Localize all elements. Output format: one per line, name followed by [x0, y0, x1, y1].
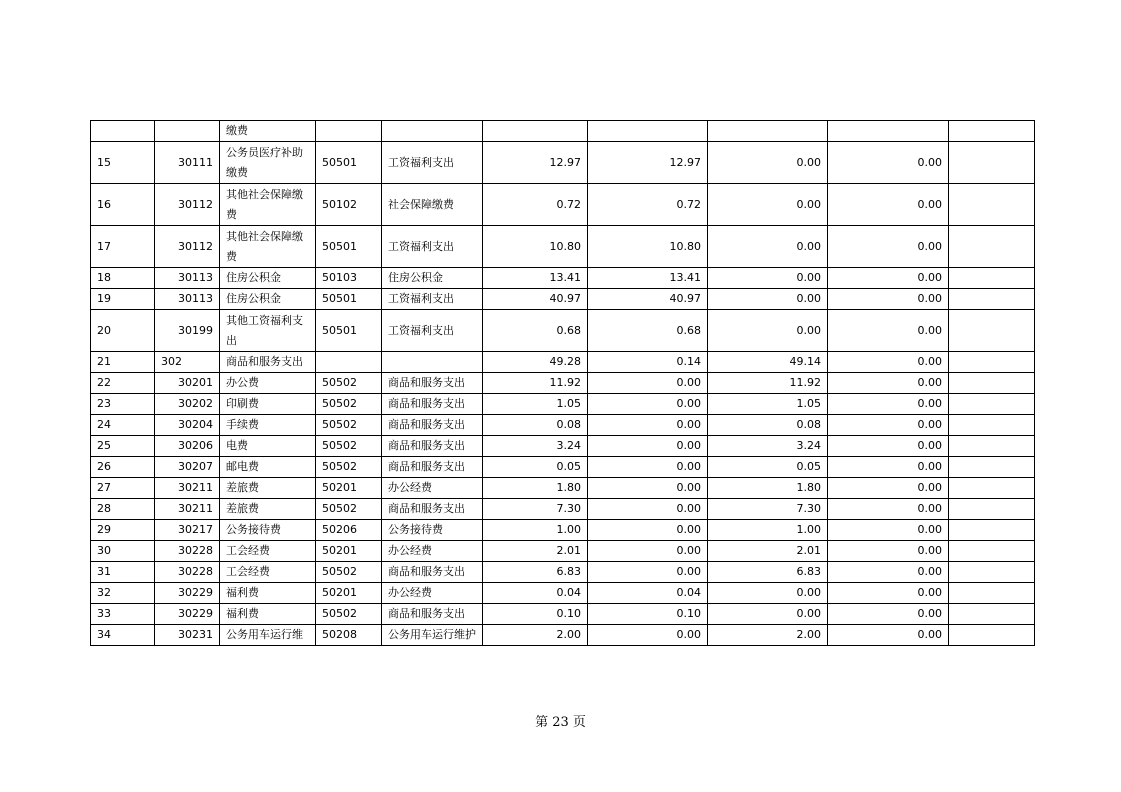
- gov-name-cell: 社会保障缴费: [382, 184, 483, 226]
- basic-expenditure-cell: 12.97: [588, 142, 708, 184]
- total-amount-cell: [483, 121, 588, 142]
- economic-name-cell: 手续费: [220, 415, 316, 436]
- other-amount-cell: 0.00: [828, 289, 949, 310]
- economic-code-cell: 30211: [155, 499, 220, 520]
- gov-name-cell: 商品和服务支出: [382, 457, 483, 478]
- basic-expenditure-cell: 10.80: [588, 226, 708, 268]
- gov-code-cell: 50103: [316, 268, 382, 289]
- economic-code-cell: 30229: [155, 604, 220, 625]
- blank-cell: [949, 226, 1035, 268]
- basic-expenditure-cell: 0.00: [588, 478, 708, 499]
- table-row: [91, 625, 1035, 646]
- basic-expenditure-cell: 0.00: [588, 436, 708, 457]
- blank-cell: [949, 373, 1035, 394]
- table-row: [91, 562, 1035, 583]
- economic-code-cell: 30228: [155, 562, 220, 583]
- blank-cell: [949, 352, 1035, 373]
- blank-cell: [949, 268, 1035, 289]
- gov-code-cell: [316, 352, 382, 373]
- project-expenditure-cell: 0.00: [708, 604, 828, 625]
- total-amount-cell: 1.00: [483, 520, 588, 541]
- project-expenditure-cell: 1.80: [708, 478, 828, 499]
- total-amount-cell: 1.05: [483, 394, 588, 415]
- total-amount-cell: 0.08: [483, 415, 588, 436]
- economic-name-cell: 其他工资福利支出: [220, 310, 316, 352]
- gov-code-cell: 50208: [316, 625, 382, 646]
- economic-code-cell: 30207: [155, 457, 220, 478]
- economic-code-cell: 30204: [155, 415, 220, 436]
- project-expenditure-cell: 0.00: [708, 142, 828, 184]
- project-expenditure-cell: 7.30: [708, 499, 828, 520]
- total-amount-cell: 6.83: [483, 562, 588, 583]
- economic-name-cell: 其他社会保障缴费: [220, 184, 316, 226]
- economic-code-cell: 30201: [155, 373, 220, 394]
- project-expenditure-cell: 1.05: [708, 394, 828, 415]
- gov-code-cell: 50201: [316, 478, 382, 499]
- other-amount-cell: 0.00: [828, 541, 949, 562]
- basic-expenditure-cell: 0.00: [588, 520, 708, 541]
- other-amount-cell: 0.00: [828, 604, 949, 625]
- basic-expenditure-cell: 0.72: [588, 184, 708, 226]
- gov-code-cell: 50501: [316, 289, 382, 310]
- row-number-cell: 19: [91, 289, 155, 310]
- economic-name-cell: 住房公积金: [220, 289, 316, 310]
- table-row: [91, 520, 1035, 541]
- economic-code-cell: 30229: [155, 583, 220, 604]
- gov-code-cell: 50201: [316, 583, 382, 604]
- total-amount-cell: 2.01: [483, 541, 588, 562]
- blank-cell: [949, 457, 1035, 478]
- blank-cell: [949, 541, 1035, 562]
- other-amount-cell: 0.00: [828, 499, 949, 520]
- project-expenditure-cell: 0.00: [708, 583, 828, 604]
- economic-code-cell: 30202: [155, 394, 220, 415]
- row-number-cell: 21: [91, 352, 155, 373]
- project-expenditure-cell: 2.01: [708, 541, 828, 562]
- economic-name-cell: 工会经费: [220, 541, 316, 562]
- economic-name-cell: 差旅费: [220, 499, 316, 520]
- basic-expenditure-cell: 0.00: [588, 541, 708, 562]
- row-number-cell: 26: [91, 457, 155, 478]
- blank-cell: [949, 562, 1035, 583]
- gov-code-cell: 50501: [316, 226, 382, 268]
- other-amount-cell: 0.00: [828, 373, 949, 394]
- project-expenditure-cell: 1.00: [708, 520, 828, 541]
- row-number-cell: 25: [91, 436, 155, 457]
- gov-name-cell: 住房公积金: [382, 268, 483, 289]
- economic-code-cell: 30112: [155, 226, 220, 268]
- table-row: [91, 184, 1035, 226]
- project-expenditure-cell: 0.00: [708, 184, 828, 226]
- project-expenditure-cell: 0.05: [708, 457, 828, 478]
- project-expenditure-cell: [708, 121, 828, 142]
- table-row: [91, 289, 1035, 310]
- economic-code-cell: 30113: [155, 268, 220, 289]
- gov-name-cell: 工资福利支出: [382, 310, 483, 352]
- basic-expenditure-cell: 0.00: [588, 394, 708, 415]
- row-number-cell: 24: [91, 415, 155, 436]
- table-row: [91, 373, 1035, 394]
- other-amount-cell: 0.00: [828, 583, 949, 604]
- gov-code-cell: 50502: [316, 436, 382, 457]
- economic-name-cell: 公务员医疗补助缴费: [220, 142, 316, 184]
- table-row: [91, 499, 1035, 520]
- project-expenditure-cell: 6.83: [708, 562, 828, 583]
- blank-cell: [949, 436, 1035, 457]
- table-row: [91, 436, 1035, 457]
- other-amount-cell: 0.00: [828, 457, 949, 478]
- blank-cell: [949, 520, 1035, 541]
- project-expenditure-cell: 0.00: [708, 268, 828, 289]
- total-amount-cell: 0.10: [483, 604, 588, 625]
- blank-cell: [949, 604, 1035, 625]
- basic-expenditure-cell: 0.00: [588, 457, 708, 478]
- other-amount-cell: 0.00: [828, 520, 949, 541]
- other-amount-cell: 0.00: [828, 268, 949, 289]
- project-expenditure-cell: 3.24: [708, 436, 828, 457]
- gov-name-cell: 办公经费: [382, 583, 483, 604]
- other-amount-cell: [828, 121, 949, 142]
- table-row: [91, 478, 1035, 499]
- gov-name-cell: [382, 121, 483, 142]
- gov-code-cell: 50501: [316, 310, 382, 352]
- economic-code-cell: 302: [155, 352, 220, 373]
- gov-name-cell: 办公经费: [382, 478, 483, 499]
- table-row: [91, 541, 1035, 562]
- economic-name-cell: 福利费: [220, 604, 316, 625]
- economic-code-cell: 30199: [155, 310, 220, 352]
- economic-name-cell: 印刷费: [220, 394, 316, 415]
- basic-expenditure-cell: 40.97: [588, 289, 708, 310]
- row-number-cell: 29: [91, 520, 155, 541]
- project-expenditure-cell: 0.08: [708, 415, 828, 436]
- gov-name-cell: 商品和服务支出: [382, 562, 483, 583]
- total-amount-cell: 49.28: [483, 352, 588, 373]
- gov-name-cell: 商品和服务支出: [382, 373, 483, 394]
- total-amount-cell: 0.72: [483, 184, 588, 226]
- row-number-cell: 18: [91, 268, 155, 289]
- blank-cell: [949, 289, 1035, 310]
- row-number-cell: 30: [91, 541, 155, 562]
- gov-name-cell: 工资福利支出: [382, 289, 483, 310]
- economic-name-cell: 差旅费: [220, 478, 316, 499]
- other-amount-cell: 0.00: [828, 436, 949, 457]
- table-row: [91, 583, 1035, 604]
- economic-name-cell: 公务用车运行维: [220, 625, 316, 646]
- blank-cell: [949, 499, 1035, 520]
- total-amount-cell: 11.92: [483, 373, 588, 394]
- table-row: [91, 352, 1035, 373]
- total-amount-cell: 0.05: [483, 457, 588, 478]
- other-amount-cell: 0.00: [828, 625, 949, 646]
- row-number-cell: [91, 121, 155, 142]
- economic-name-cell: 邮电费: [220, 457, 316, 478]
- gov-name-cell: 商品和服务支出: [382, 436, 483, 457]
- economic-name-cell: 办公费: [220, 373, 316, 394]
- gov-code-cell: 50206: [316, 520, 382, 541]
- row-number-cell: 34: [91, 625, 155, 646]
- other-amount-cell: 0.00: [828, 478, 949, 499]
- basic-expenditure-cell: 0.10: [588, 604, 708, 625]
- row-number-cell: 32: [91, 583, 155, 604]
- economic-name-cell: 住房公积金: [220, 268, 316, 289]
- basic-expenditure-cell: 0.00: [588, 373, 708, 394]
- basic-expenditure-cell: 0.00: [588, 499, 708, 520]
- other-amount-cell: 0.00: [828, 142, 949, 184]
- gov-name-cell: 商品和服务支出: [382, 604, 483, 625]
- gov-name-cell: 工资福利支出: [382, 142, 483, 184]
- basic-expenditure-cell: 0.00: [588, 415, 708, 436]
- table-row: [91, 226, 1035, 268]
- other-amount-cell: 0.00: [828, 415, 949, 436]
- economic-code-cell: [155, 121, 220, 142]
- table-row: [91, 268, 1035, 289]
- economic-name-cell: 商品和服务支出: [220, 352, 316, 373]
- other-amount-cell: 0.00: [828, 352, 949, 373]
- gov-name-cell: 办公经费: [382, 541, 483, 562]
- total-amount-cell: 3.24: [483, 436, 588, 457]
- row-number-cell: 15: [91, 142, 155, 184]
- other-amount-cell: 0.00: [828, 226, 949, 268]
- table-row: [91, 457, 1035, 478]
- gov-name-cell: [382, 352, 483, 373]
- gov-name-cell: 公务用车运行维护: [382, 625, 483, 646]
- table-row: [91, 121, 1035, 142]
- other-amount-cell: 0.00: [828, 562, 949, 583]
- economic-name-cell: 缴费: [220, 121, 316, 142]
- gov-code-cell: 50501: [316, 142, 382, 184]
- economic-code-cell: 30228: [155, 541, 220, 562]
- blank-cell: [949, 583, 1035, 604]
- gov-name-cell: 商品和服务支出: [382, 499, 483, 520]
- basic-expenditure-cell: 0.68: [588, 310, 708, 352]
- gov-name-cell: 公务接待费: [382, 520, 483, 541]
- other-amount-cell: 0.00: [828, 184, 949, 226]
- row-number-cell: 20: [91, 310, 155, 352]
- gov-code-cell: [316, 121, 382, 142]
- economic-code-cell: 30211: [155, 478, 220, 499]
- blank-cell: [949, 310, 1035, 352]
- project-expenditure-cell: 0.00: [708, 310, 828, 352]
- project-expenditure-cell: 0.00: [708, 226, 828, 268]
- total-amount-cell: 2.00: [483, 625, 588, 646]
- gov-code-cell: 50502: [316, 373, 382, 394]
- basic-expenditure-cell: 13.41: [588, 268, 708, 289]
- blank-cell: [949, 184, 1035, 226]
- project-expenditure-cell: 2.00: [708, 625, 828, 646]
- basic-expenditure-cell: 0.14: [588, 352, 708, 373]
- basic-expenditure-cell: 0.04: [588, 583, 708, 604]
- total-amount-cell: 12.97: [483, 142, 588, 184]
- page-number: 第 23 页: [535, 715, 586, 730]
- blank-cell: [949, 394, 1035, 415]
- gov-code-cell: 50502: [316, 394, 382, 415]
- economic-name-cell: 福利费: [220, 583, 316, 604]
- blank-cell: [949, 415, 1035, 436]
- economic-name-cell: 公务接待费: [220, 520, 316, 541]
- gov-name-cell: 商品和服务支出: [382, 394, 483, 415]
- project-expenditure-cell: 11.92: [708, 373, 828, 394]
- total-amount-cell: 0.68: [483, 310, 588, 352]
- gov-code-cell: 50201: [316, 541, 382, 562]
- other-amount-cell: 0.00: [828, 310, 949, 352]
- row-number-cell: 23: [91, 394, 155, 415]
- gov-code-cell: 50502: [316, 562, 382, 583]
- other-amount-cell: 0.00: [828, 394, 949, 415]
- total-amount-cell: 13.41: [483, 268, 588, 289]
- total-amount-cell: 7.30: [483, 499, 588, 520]
- blank-cell: [949, 142, 1035, 184]
- economic-code-cell: 30111: [155, 142, 220, 184]
- table-row: [91, 604, 1035, 625]
- economic-name-cell: 电费: [220, 436, 316, 457]
- basic-expenditure-cell: [588, 121, 708, 142]
- row-number-cell: 28: [91, 499, 155, 520]
- economic-code-cell: 30113: [155, 289, 220, 310]
- row-number-cell: 17: [91, 226, 155, 268]
- blank-cell: [949, 625, 1035, 646]
- gov-code-cell: 50502: [316, 415, 382, 436]
- basic-expenditure-cell: 0.00: [588, 562, 708, 583]
- total-amount-cell: 1.80: [483, 478, 588, 499]
- total-amount-cell: 0.04: [483, 583, 588, 604]
- project-expenditure-cell: 49.14: [708, 352, 828, 373]
- gov-code-cell: 50502: [316, 457, 382, 478]
- blank-cell: [949, 121, 1035, 142]
- total-amount-cell: 10.80: [483, 226, 588, 268]
- blank-cell: [949, 478, 1035, 499]
- row-number-cell: 27: [91, 478, 155, 499]
- row-number-cell: 22: [91, 373, 155, 394]
- gov-name-cell: 商品和服务支出: [382, 415, 483, 436]
- row-number-cell: 33: [91, 604, 155, 625]
- table-row: [91, 415, 1035, 436]
- gov-code-cell: 50502: [316, 604, 382, 625]
- economic-name-cell: 工会经费: [220, 562, 316, 583]
- table-row: [91, 142, 1035, 184]
- basic-expenditure-cell: 0.00: [588, 625, 708, 646]
- economic-code-cell: 30112: [155, 184, 220, 226]
- total-amount-cell: 40.97: [483, 289, 588, 310]
- table-row: [91, 310, 1035, 352]
- row-number-cell: 16: [91, 184, 155, 226]
- project-expenditure-cell: 0.00: [708, 289, 828, 310]
- table-row: [91, 394, 1035, 415]
- economic-name-cell: 其他社会保障缴费: [220, 226, 316, 268]
- economic-code-cell: 30206: [155, 436, 220, 457]
- row-number-cell: 31: [91, 562, 155, 583]
- budget-expenditure-table: [90, 120, 1035, 646]
- gov-name-cell: 工资福利支出: [382, 226, 483, 268]
- gov-code-cell: 50102: [316, 184, 382, 226]
- economic-code-cell: 30231: [155, 625, 220, 646]
- economic-code-cell: 30217: [155, 520, 220, 541]
- gov-code-cell: 50502: [316, 499, 382, 520]
